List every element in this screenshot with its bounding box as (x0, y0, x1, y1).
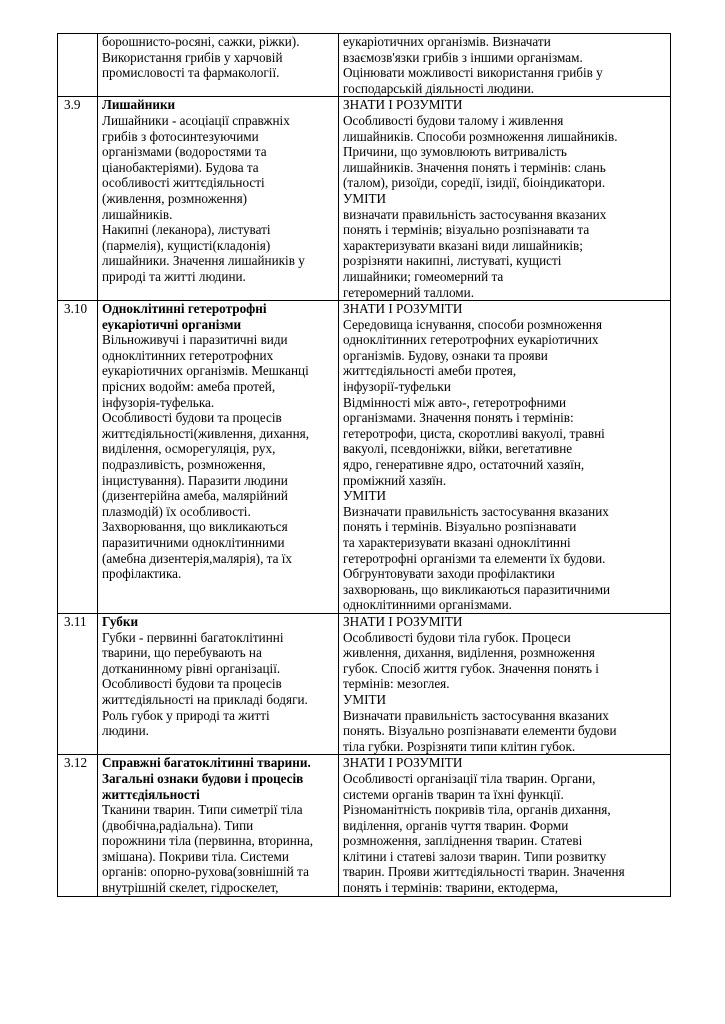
skills-line: характеризувати вказані види лишайників; (343, 237, 583, 253)
topic-line: організмами (водоростями та (102, 144, 267, 160)
skills-line: лишайників. Способи розмноження лишайників. (343, 128, 618, 144)
skills-line: ЗНАТИ І РОЗУМІТИ (343, 755, 463, 771)
topic-line: порожнини тіла (первинна, вторинна, (102, 833, 314, 849)
skills-line: одноклітинними організмами. (343, 597, 512, 613)
skills-line: понять і термінів; візуально розпізнавати та (343, 222, 590, 238)
section-number: 3.11 (58, 613, 98, 754)
topic-line: плазмодій) їх особливості. (102, 503, 251, 519)
skills-line: та характеризувати вказані одноклітинні (343, 535, 571, 550)
skills-line: Відмінності між авто-, гетеротрофними (343, 394, 567, 410)
table-row (58, 34, 671, 97)
topic-line: ціанобактеріями). Будова та (102, 159, 259, 175)
skills-line: ЗНАТИ І РОЗУМІТИ (343, 301, 463, 317)
skills-line: Обгрунтовувати заходи профілактики (343, 566, 555, 582)
skills-cell (339, 301, 671, 614)
topic-line: грибів з фотосинтезуючими (102, 128, 259, 144)
topic-line: борошнисто-росяні, сажки, ріжки). (102, 34, 300, 49)
topic-cell (98, 34, 339, 97)
skills-line: УМІТИ (343, 691, 387, 707)
section-number: 3.12 (58, 755, 98, 896)
topic-cell (98, 755, 339, 896)
topic-cell (98, 613, 339, 754)
skills-line: господарській діяльності людини. (343, 80, 535, 96)
topic-title (102, 755, 335, 802)
skills-line: УМІТИ (343, 488, 387, 504)
skills-cell (339, 34, 671, 97)
topic-title (102, 301, 335, 332)
topic-line: (двобічна,радіальна). Типи (102, 817, 254, 833)
curriculum-table-body (58, 34, 671, 897)
skills-line: ядро, генеративне ядро, остаточний хазяїн, (343, 457, 585, 473)
topic-line: Роль губок у природі та житті (102, 707, 270, 723)
topic-line: (живлення, розмноження) (102, 190, 248, 206)
topic-line: прісних водойм: амеба протей, (102, 379, 276, 395)
skills-line: (талом), ризоїди, соредії, ізидії, біоіндикатори. (343, 175, 606, 191)
skills-line: термінів: мезоглея. (343, 676, 450, 692)
skills-line: розрізняти накипні, листуваті, кущисті (343, 253, 562, 269)
topic-line: (амебна дизентерія,малярія), та їх (102, 550, 292, 566)
topic-line: дотканинному рівні організації. (102, 660, 281, 676)
skills-line: Особливості організації тіла тварин. Органи, (343, 770, 596, 786)
skills-line: організмами. Значення понять і термінів: (343, 410, 574, 426)
topic-line: тварини, що перебувають на (102, 645, 262, 661)
skills-line: УМІТИ (343, 190, 387, 206)
skills-line: Визначати правильність застосування вказаних (343, 503, 609, 519)
skills-line: гетеромерний талломи. (343, 284, 474, 300)
skills-line: системи органів тварин та їхні функції. (343, 786, 564, 802)
skills-line: виділення, органів чуття тварин. Форми (343, 817, 569, 833)
topic-line: виділення, осморегуляція, рух, (102, 441, 276, 457)
topic-line: профілактика. (102, 566, 182, 582)
section-number: 3.10 (58, 301, 98, 614)
topic-title-line: еукаріотичні організми (102, 316, 242, 332)
topic-line: органів: опорно-рухова(зовнішній та (102, 864, 309, 880)
topic-line: Особливості будови та процесів (102, 676, 282, 692)
topic-line: внутрішній скелет, гідроскелет, (102, 880, 279, 896)
skills-line: еукаріотичних організмів. Визначати (343, 34, 551, 49)
skills-line: організмів. Будову, ознаки та прояви (343, 347, 548, 363)
topic-title: Губки (102, 613, 139, 629)
skills-line: захворювань, що викликаються паразитичними (343, 581, 611, 597)
table-row (58, 97, 671, 301)
skills-line: Різноманітність покривів тіла, органів дихання, (343, 802, 611, 818)
skills-line: проміжний хазяїн. (343, 472, 447, 488)
skills-line: ЗНАТИ І РОЗУМІТИ (343, 613, 463, 629)
topic-line: лишайників. (102, 206, 173, 222)
topic-line: змішана). Покриви тіла. Системи (102, 848, 289, 864)
skills-cell (339, 97, 671, 301)
topic-line: природі та житті людини. (102, 268, 246, 284)
topic-line: подразливість, розмноження, (102, 457, 266, 473)
topic-title: Лишайники (102, 97, 176, 113)
skills-line: понять. Візуально розпізнавати елементи будови (343, 723, 617, 739)
topic-line: людини. (102, 723, 149, 739)
topic-title-line: Одноклітинні гетеротрофні (102, 301, 267, 317)
skills-line: лишайників. Значення понять і термінів: слань (343, 159, 606, 175)
topic-line: (пармелія), кущисті(кладонія) (102, 237, 271, 253)
table-row (58, 301, 671, 614)
skills-line: гетеротрофні організми та елементи їх будови. (343, 550, 606, 566)
topic-line: еукаріотичних організмів. Мешканці (102, 363, 309, 379)
topic-line: інфузорія-туфелька. (102, 394, 215, 410)
topic-title-line: Загальні ознаки будови і процесів (102, 770, 304, 786)
skills-line: Оцінювати можливості використання грибів у (343, 65, 603, 81)
curriculum-table (57, 33, 671, 897)
skills-line: тіла губки. Розрізняти типи клітин губок. (343, 738, 576, 754)
skills-line: понять і термінів: тварини, ектодерма, (343, 880, 559, 896)
topic-line: інцистування). Паразити людини (102, 472, 288, 488)
skills-line: гетеротрофи, циста, скоротливі вакуолі, травні (343, 425, 605, 441)
topic-line: одноклітинних гетеротрофних (102, 347, 274, 363)
topic-cell (98, 97, 339, 301)
topic-line: Особливості будови та процесів (102, 410, 282, 426)
curriculum-page (57, 33, 671, 897)
topic-line: Тканини тварин. Типи симетрії тіла (102, 802, 303, 818)
skills-line: життєдіяльності амеби протея, (343, 363, 517, 379)
table-row (58, 755, 671, 896)
topic-line: Використання грибів у харчовій (102, 49, 283, 65)
skills-line: Визначати правильність застосування вказаних (343, 707, 609, 723)
skills-cell (339, 755, 671, 896)
skills-line: одноклітинних гетеротрофних еукаріотичних (343, 332, 599, 348)
skills-line: Особливості будови талому і живлення (343, 112, 564, 128)
topic-title-line: життєдіяльності (102, 786, 200, 802)
skills-line: лишайники; гомеомерний та (343, 268, 504, 284)
skills-line: розмноження, запліднення тварин. Статеві (343, 833, 583, 849)
skills-line: живлення, дихання, виділення, розмноження (343, 645, 595, 661)
topic-line: Лишайники - асоціації справжніх (102, 112, 290, 128)
topic-line: Губки - первинні багатоклітинні (102, 629, 284, 645)
skills-line: визначати правильність застосування вказаних (343, 206, 607, 222)
topic-line: життєдіяльності на прикладі бодяги. (102, 691, 308, 707)
skills-line: губок. Спосіб життя губок. Значення понять і (343, 660, 599, 676)
skills-line: понять і термінів. Візуально розпізнавати (343, 519, 577, 535)
skills-line: Причини, що зумовлюють витривалість (343, 144, 567, 160)
topic-cell (98, 301, 339, 614)
skills-line: тварин. Прояви життєдіяльності тварин. Значення (343, 864, 625, 880)
skills-line: ЗНАТИ І РОЗУМІТИ (343, 97, 463, 113)
section-number: 3.9 (58, 97, 98, 301)
topic-line: життєдіяльності(живлення, дихання, (102, 425, 309, 441)
section-number (58, 34, 98, 97)
skills-line: Особливості будови тіла губок. Процеси (343, 629, 571, 645)
topic-line: (дизентерійна амеба, малярійний (102, 488, 288, 504)
topic-line: лишайники. Значення лишайників у (102, 253, 305, 269)
table-row (58, 613, 671, 754)
topic-line: паразитичними одноклітинними (102, 535, 285, 550)
skills-line: інфузорії-туфельки (343, 379, 451, 395)
topic-line: Накипні (леканора), листуваті (102, 222, 271, 238)
topic-line: промисловості та фармакології. (102, 65, 280, 81)
skills-line: вакуолі, псевдоніжки, війки, вегетативне (343, 441, 573, 457)
topic-line: Вільноживучі і паразитичні види (102, 332, 288, 348)
skills-line: клітини і статеві залози тварин. Типи розвитку (343, 848, 607, 864)
skills-line: взаємозв'язки грибів з іншими організмам. (343, 49, 583, 65)
topic-line: особливості життєдіяльності (102, 175, 265, 191)
skills-cell (339, 613, 671, 754)
topic-line: Захворювання, що викликаються (102, 519, 288, 535)
topic-title-line: Справжні багатоклітинні тварини. (102, 755, 311, 771)
skills-line: Середовища існування, способи розмноження (343, 316, 603, 332)
